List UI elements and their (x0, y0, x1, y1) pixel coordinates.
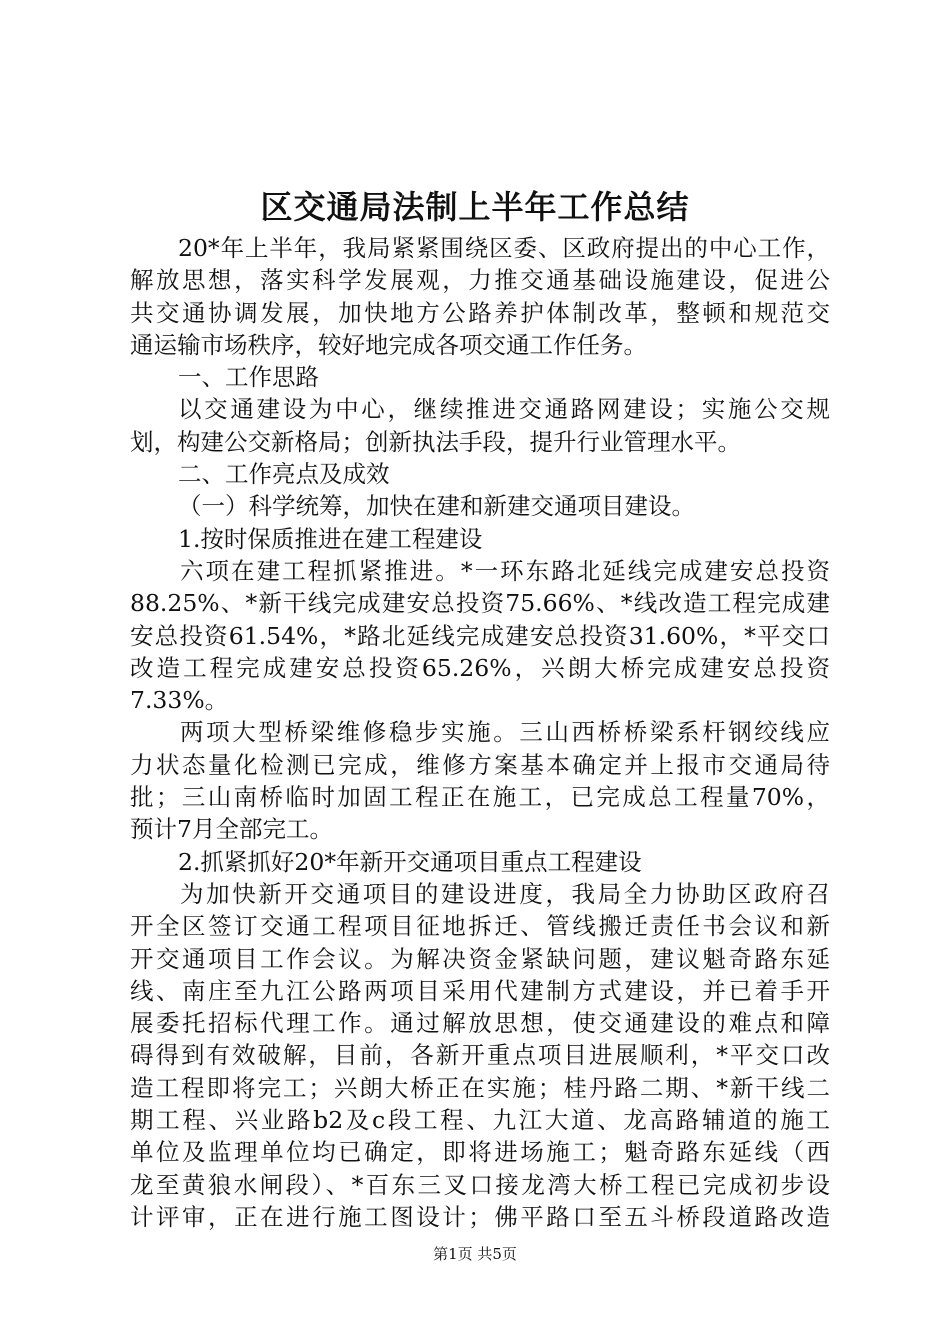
paragraph-line: 单位及监理单位均已确定，即将进场施工；魁奇路东延线（西 (130, 1138, 830, 1167)
paragraph-line: 期工程、兴业路b2及c段工程、九江大道、龙高路辅道的施工 (130, 1106, 830, 1135)
page-number-footer: 第1页 共5页 (433, 1245, 517, 1263)
subsection-heading: （一）科学统筹，加快在建和新建交通项目建设。 (178, 492, 695, 521)
paragraph-line: 计评审，正在进行施工图设计；佛平路口至五斗桥段道路改造 (130, 1202, 830, 1231)
paragraph-line: 以交通建设为中心，继续推进交通路网建设；实施公交规 (178, 395, 830, 424)
paragraph-line: 安总投资61.54%，*路北延线完成建安总投资31.60%，*平交口 (130, 621, 830, 650)
paragraph-line: 7.33%。 (130, 686, 229, 715)
document-body (130, 232, 830, 1233)
paragraph-line: 批；三山南桥临时加固工程正在施工，已完成总工程量70%， (130, 783, 830, 812)
paragraph-line: 解放思想，落实科学发展观，力推交通基础设施建设，促进公 (130, 266, 830, 295)
paragraph-line: 开全区签订交通工程项目征地拆迁、管线搬迁责任书会议和新 (130, 912, 830, 941)
section-heading: 一、工作思路 (178, 363, 319, 392)
paragraph-line: 88.25%、*新干线完成建安总投资75.66%、*线改造工程完成建 (130, 589, 830, 618)
paragraph-line: 共交通协调发展，加快地方公路养护体制改革，整顿和规范交 (130, 298, 830, 327)
paragraph-line: 为加快新开交通项目的建设进度，我局全力协助区政府召 (180, 879, 830, 908)
paragraph-line: 力状态量化检测已完成，维修方案基本确定并上报市交通局待 (130, 750, 830, 779)
paragraph-line: 开交通项目工作会议。为解决资金紧缺问题，建议魁奇路东延 (130, 944, 830, 973)
paragraph-line: 通运输市场秩序，较好地完成各项交通工作任务。 (130, 330, 647, 359)
subsection-heading: 1.按时保质推进在建工程建设 (178, 524, 483, 553)
paragraph-line: 20*年上半年，我局紧紧围绕区委、区政府提出的中心工作， (178, 234, 830, 262)
paragraph-line: 龙至黄狼水闸段）、*百东三叉口接龙湾大桥工程已完成初步设 (130, 1170, 830, 1199)
paragraph-line: 改造工程完成建安总投资65.26%，兴朗大桥完成建安总投资 (130, 653, 830, 682)
paragraph-line: 碍得到有效破解，目前，各新开重点项目进展顺利，*平交口改 (130, 1041, 830, 1070)
paragraph-line: 展委托招标代理工作。通过解放思想，使交通建设的难点和障 (130, 1009, 830, 1038)
paragraph-line: 线、南庄至九江公路两项目采用代建制方式建设，并已着手开 (130, 976, 830, 1005)
paragraph-line: 划，构建公交新格局；创新执法手段，提升行业管理水平。 (130, 427, 741, 456)
section-heading: 二、工作亮点及成效 (178, 460, 390, 489)
paragraph-line: 六项在建工程抓紧推进。*一环东路北延线完成建安总投资 (180, 556, 830, 585)
document-title: 区交通局法制上半年工作总结 (260, 188, 690, 226)
paragraph-line: 两项大型桥梁维修稳步实施。三山西桥桥梁系杆钢绞线应 (180, 718, 830, 747)
paragraph-line: 预计7月全部完工。 (130, 815, 333, 844)
paragraph-line: 造工程即将完工；兴朗大桥正在实施；桂丹路二期、*新干线二 (130, 1073, 830, 1102)
subsection-heading: 2.抓紧抓好20*年新开交通项目重点工程建设 (178, 847, 642, 876)
